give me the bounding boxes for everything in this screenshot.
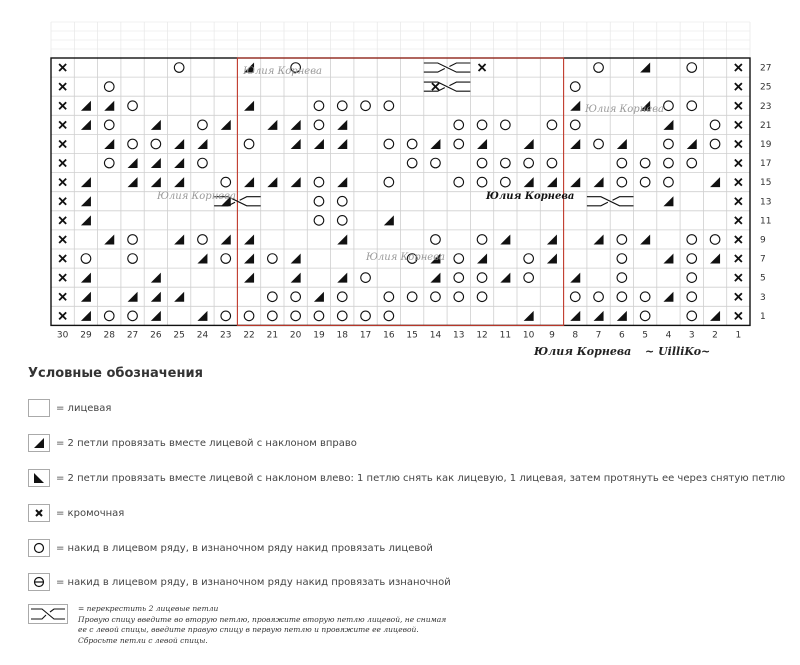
column-number: 6 — [618, 330, 625, 341]
k2tog-symbol-icon — [663, 120, 673, 130]
column-number: 24 — [196, 330, 209, 341]
k2tog-symbol-icon — [384, 215, 394, 225]
row-number: 15 — [760, 178, 772, 189]
yarn-over-icon — [477, 177, 487, 187]
yarn-over-icon — [384, 292, 394, 302]
k2tog-symbol-icon — [477, 254, 487, 264]
k2tog-symbol-icon — [500, 273, 510, 283]
k2tog-symbol-icon — [570, 177, 580, 187]
yarn-over-icon — [314, 311, 324, 321]
yarn-over-icon — [454, 254, 464, 264]
yarn-over-icon — [128, 139, 138, 149]
legend-title: Условные обозначения — [28, 366, 203, 381]
edge-stitch-icon — [59, 140, 66, 147]
yarn-over-icon — [687, 273, 697, 283]
k2tog-symbol-icon — [291, 177, 301, 187]
row-number: 5 — [760, 273, 766, 284]
k2tog-symbol-icon — [314, 292, 324, 302]
edge-stitch-icon — [59, 217, 66, 224]
cross-stitch-description — [78, 604, 446, 646]
yarn-over-icon — [547, 158, 557, 168]
k2tog-symbol-icon — [547, 234, 557, 244]
k2tog-symbol-icon — [174, 177, 184, 187]
yarn-over-icon — [594, 292, 604, 302]
yarn-over-icon — [337, 101, 347, 111]
yarn-over-icon — [221, 254, 231, 264]
yarn-over-icon — [244, 311, 254, 321]
k2tog-symbol-icon — [174, 234, 184, 244]
k2tog-symbol-icon — [710, 254, 720, 264]
edge-stitch-icon — [59, 160, 66, 167]
yarn-over-icon — [687, 235, 697, 245]
yarn-over-icon — [407, 158, 417, 168]
k2tog-symbol-icon — [430, 139, 440, 149]
edge-stitch-icon — [59, 236, 66, 243]
yarn-over-icon — [128, 254, 138, 264]
column-number: 20 — [289, 330, 302, 341]
knit-symbol-icon — [28, 399, 50, 417]
column-number: 2 — [712, 330, 718, 341]
cell-grid — [51, 58, 750, 325]
yarn-over-icon — [710, 120, 720, 130]
k2tog-symbol-icon — [663, 196, 673, 206]
edge-stitch-icon — [59, 312, 66, 319]
edge-stitch-icon — [59, 274, 66, 281]
k2tog-symbol-icon — [81, 215, 91, 225]
column-number: 9 — [549, 330, 555, 341]
yarn-over-purl-icon — [28, 573, 50, 591]
row-number: 19 — [760, 139, 772, 150]
k2tog-symbol-icon — [81, 101, 91, 111]
k2tog-symbol-icon — [244, 101, 254, 111]
author-nick: ~ UilliKo~ — [645, 345, 711, 358]
column-number: 12 — [476, 330, 488, 341]
k2tog-symbol-icon — [174, 139, 184, 149]
yarn-over-icon — [477, 292, 487, 302]
edge-stitch-icon — [735, 64, 742, 71]
k2tog-symbol-icon — [81, 196, 91, 206]
cross-line-2: Провую спицу введите во вторую петлю, провяжите вторую петлю лицевой, не снимая — [78, 614, 447, 624]
yarn-over-icon — [268, 292, 278, 302]
row-number: 23 — [760, 101, 772, 112]
k2tog-symbol-icon — [104, 139, 114, 149]
yarn-over-icon — [198, 235, 208, 245]
k2tog-symbol-icon — [477, 139, 487, 149]
yarn-over-icon — [547, 120, 557, 130]
edge-stitch-icon — [59, 64, 66, 71]
yarn-over-icon — [617, 273, 627, 283]
k2tog-symbol-icon — [221, 120, 231, 130]
k2tog-symbol-icon — [594, 234, 604, 244]
row-number: 3 — [760, 292, 766, 303]
column-number: 13 — [453, 330, 465, 341]
k2tog-symbol-icon — [337, 177, 347, 187]
yarn-over-icon — [524, 254, 534, 264]
edge-stitch-icon — [735, 293, 742, 300]
legend-item-k2tog — [28, 434, 357, 452]
cross-line-4: Сбросьте петли с левой спицы. — [78, 635, 208, 645]
yarn-over-icon — [454, 139, 464, 149]
edge-stitch-icon — [59, 255, 66, 262]
yarn-over-icon — [314, 216, 324, 226]
column-number: 4 — [665, 330, 672, 341]
column-numbers — [57, 330, 741, 340]
yarn-over-icon — [664, 101, 674, 111]
yarn-over-icon — [617, 235, 627, 245]
k2tog-symbol-icon — [291, 120, 301, 130]
k2tog-symbol-icon — [81, 311, 91, 321]
k2tog-symbol-icon — [244, 254, 254, 264]
yarn-over-icon — [104, 158, 114, 168]
column-number: 11 — [499, 330, 512, 341]
k2tog-symbol-icon — [291, 273, 301, 283]
column-number: 22 — [243, 330, 255, 341]
yarn-over-icon — [337, 292, 347, 302]
yarn-over-icon — [174, 63, 184, 73]
row-numbers — [760, 64, 772, 322]
row-number: 13 — [760, 197, 772, 208]
edge-stitch-icon — [735, 102, 742, 109]
column-number: 18 — [336, 330, 348, 341]
yarn-over-icon — [687, 63, 697, 73]
k2tog-symbol-icon — [524, 177, 534, 187]
k2tog-symbol-icon — [151, 273, 161, 283]
k2tog-symbol-icon — [337, 273, 347, 283]
yarn-over-icon — [384, 311, 394, 321]
legend-text-knit: = лицевая — [56, 402, 112, 414]
yarn-over-icon — [617, 254, 627, 264]
ssk-symbol-icon — [28, 469, 50, 487]
row-number: 27 — [760, 63, 772, 74]
watermark-text: Юлия Корнева — [585, 104, 664, 115]
edge-stitch-icon — [59, 102, 66, 109]
yarn-over-icon — [617, 292, 627, 302]
k2tog-symbol-icon — [81, 292, 91, 302]
k2tog-symbol-icon — [267, 177, 277, 187]
legend-item-ssk — [28, 469, 785, 487]
k2tog-symbol-icon — [81, 177, 91, 187]
yarn-over-icon — [128, 101, 138, 111]
row-number: 7 — [760, 254, 766, 265]
k2tog-symbol-icon — [663, 254, 673, 264]
legend-text-yo-purl: = накид в лицевом ряду, в изнаночном ряду накид провязать изнаночной — [56, 576, 451, 588]
edge-stitch-icon — [735, 255, 742, 262]
column-number: 30 — [56, 330, 69, 341]
edge-stitch-icon — [735, 217, 742, 224]
yarn-over-icon — [337, 311, 347, 321]
column-number: 19 — [313, 330, 325, 341]
yarn-over-icon — [477, 158, 487, 168]
edge-stitch-icon — [735, 312, 742, 319]
yarn-over-icon — [221, 311, 231, 321]
edge-stitch-icon — [28, 504, 50, 522]
yarn-over-icon — [407, 139, 417, 149]
column-number: 15 — [406, 330, 418, 341]
column-number: 27 — [126, 330, 139, 341]
yarn-over-icon — [361, 101, 371, 111]
yarn-over-icon — [594, 139, 604, 149]
legend-item-cross — [28, 604, 446, 646]
cross-line-1: = перекрестить 2 лицевые петли — [78, 604, 219, 613]
k2tog-symbol-icon — [663, 292, 673, 302]
edge-stitch-icon — [735, 274, 742, 281]
yarn-over-icon — [524, 273, 534, 283]
k2tog-symbol-icon — [524, 139, 534, 149]
yarn-over-icon — [710, 139, 720, 149]
edge-stitch-icon — [59, 293, 66, 300]
k2tog-symbol-icon — [128, 158, 138, 168]
yarn-over-icon — [640, 177, 650, 187]
edge-stitch-icon — [479, 64, 486, 71]
yarn-over-icon — [501, 120, 511, 130]
edge-stitch-icon — [735, 121, 742, 128]
yarn-over-icon — [664, 177, 674, 187]
column-number: 23 — [220, 330, 232, 341]
k2tog-symbol-icon — [640, 63, 650, 73]
k2tog-symbol-icon — [291, 254, 301, 264]
yarn-over-icon — [570, 120, 580, 130]
yarn-over-icon — [104, 120, 114, 130]
k2tog-symbol-icon — [151, 120, 161, 130]
legend-text-yo: = накид в лицевом ряду, в изнаночном ряду накид провязать лицевой — [56, 542, 433, 554]
yarn-over-icon — [501, 158, 511, 168]
edge-stitch-icon — [59, 83, 66, 90]
k2tog-symbol-icon — [267, 120, 277, 130]
yarn-over-icon — [384, 101, 394, 111]
author-signature — [534, 345, 720, 358]
k2tog-symbol-icon — [128, 292, 138, 302]
yarn-over-icon — [384, 139, 394, 149]
column-number: 16 — [383, 330, 395, 341]
legend-item-yo — [28, 539, 433, 557]
k2tog-symbol-icon — [291, 139, 301, 149]
edge-stitch-icon — [735, 160, 742, 167]
yarn-over-icon — [198, 158, 208, 168]
row-number: 25 — [760, 82, 772, 93]
k2tog-symbol-icon — [197, 139, 207, 149]
row-number: 21 — [760, 120, 772, 131]
k2tog-symbol-icon — [570, 139, 580, 149]
yarn-over-icon — [314, 177, 324, 187]
yarn-over-icon — [291, 311, 301, 321]
yarn-over-icon — [454, 177, 464, 187]
yarn-over-icon — [361, 311, 371, 321]
k2tog-symbol-icon — [594, 177, 604, 187]
k2tog-symbol-icon — [197, 254, 207, 264]
yarn-over-icon — [454, 120, 464, 130]
yarn-over-icon — [407, 292, 417, 302]
yarn-over-icon — [501, 177, 511, 187]
yarn-over-icon — [337, 216, 347, 226]
k2tog-symbol-icon — [151, 292, 161, 302]
row-number: 11 — [760, 216, 772, 227]
k2tog-symbol-icon — [570, 273, 580, 283]
yarn-over-icon — [314, 101, 324, 111]
yarn-over-icon — [570, 292, 580, 302]
legend-text-edge: = кромочная — [56, 507, 125, 519]
yarn-over-icon — [687, 311, 697, 321]
k2tog-symbol-icon — [500, 234, 510, 244]
edge-stitch-icon — [735, 83, 742, 90]
yarn-over-icon — [384, 177, 394, 187]
yarn-over-icon — [81, 254, 91, 264]
yarn-over-icon — [361, 273, 371, 283]
yarn-over-icon — [640, 311, 650, 321]
yarn-over-icon — [687, 158, 697, 168]
yarn-over-icon — [104, 311, 114, 321]
k2tog-symbol-icon — [221, 234, 231, 244]
column-number: 3 — [688, 330, 695, 341]
k2tog-symbol-icon — [174, 158, 184, 168]
k2tog-symbol-icon — [337, 139, 347, 149]
watermark-text: Юлия Корнева — [366, 252, 445, 263]
yarn-over-icon — [454, 273, 464, 283]
k2tog-symbol-icon — [640, 234, 650, 244]
k2tog-symbol-icon — [28, 434, 50, 452]
author-name: Юлия Корнева — [534, 345, 632, 358]
k2tog-symbol-icon — [151, 177, 161, 187]
yarn-over-icon — [337, 196, 347, 206]
k2tog-symbol-icon — [151, 311, 161, 321]
legend-item-edge — [28, 504, 124, 522]
yarn-over-icon — [687, 254, 697, 264]
k2tog-symbol-icon — [617, 139, 627, 149]
yarn-over-icon — [431, 235, 441, 245]
background-grid — [51, 22, 750, 58]
k2tog-symbol-icon — [710, 311, 720, 321]
yarn-over-icon — [28, 539, 50, 557]
k2tog-symbol-icon — [151, 158, 161, 168]
yarn-over-icon — [221, 177, 231, 187]
edge-stitch-icon — [59, 179, 66, 186]
k2tog-symbol-icon — [244, 234, 254, 244]
yarn-over-icon — [244, 139, 254, 149]
yarn-over-icon — [198, 120, 208, 130]
k2tog-symbol-icon — [547, 254, 557, 264]
k2tog-symbol-icon — [197, 311, 207, 321]
k2tog-symbol-icon — [81, 120, 91, 130]
yarn-over-icon — [524, 158, 534, 168]
k2tog-symbol-icon — [570, 101, 580, 111]
k2tog-symbol-icon — [244, 177, 254, 187]
yarn-over-icon — [617, 177, 627, 187]
edge-stitch-icon — [59, 121, 66, 128]
column-number: 25 — [173, 330, 185, 341]
watermark-text-bold: Юлия Корнева — [486, 191, 575, 202]
column-number: 10 — [522, 330, 535, 341]
yarn-over-icon — [664, 158, 674, 168]
yarn-over-icon — [314, 196, 324, 206]
yarn-over-icon — [268, 311, 278, 321]
edge-stitch-icon — [735, 198, 742, 205]
k2tog-symbol-icon — [617, 311, 627, 321]
yarn-over-icon — [687, 292, 697, 302]
k2tog-symbol-icon — [710, 177, 720, 187]
yarn-over-icon — [314, 120, 324, 130]
yarn-over-icon — [594, 63, 604, 73]
column-number: 21 — [266, 330, 279, 341]
k2tog-symbol-icon — [104, 101, 114, 111]
legend-item-yo-purl — [28, 573, 451, 591]
yarn-over-icon — [104, 82, 114, 92]
yarn-over-icon — [477, 235, 487, 245]
column-number: 14 — [429, 330, 442, 341]
yarn-over-icon — [151, 139, 161, 149]
yarn-over-icon — [664, 139, 674, 149]
yarn-over-icon — [617, 158, 627, 168]
edge-stitch-icon — [59, 198, 66, 205]
column-number: 5 — [642, 330, 649, 341]
yarn-over-icon — [640, 292, 650, 302]
watermark-text: Юлия Корнева — [157, 191, 236, 202]
yarn-over-icon — [640, 158, 650, 168]
k2tog-symbol-icon — [570, 311, 580, 321]
k2tog-symbol-icon — [81, 273, 91, 283]
k2tog-symbol-icon — [128, 177, 138, 187]
k2tog-symbol-icon — [104, 234, 114, 244]
legend-item-knit — [28, 399, 111, 417]
edge-stitch-icon — [735, 140, 742, 147]
yarn-over-icon — [128, 235, 138, 245]
yarn-over-icon — [687, 101, 697, 111]
column-number: 29 — [80, 330, 92, 341]
yarn-over-icon — [291, 292, 301, 302]
legend-text-k2tog: = 2 петли провязать вместе лицевой с наклоном вправо — [56, 437, 357, 449]
yarn-over-icon — [477, 120, 487, 130]
yarn-over-icon — [570, 82, 580, 92]
k2tog-symbol-icon — [547, 177, 557, 187]
yarn-over-icon — [431, 292, 441, 302]
yarn-over-icon — [431, 158, 441, 168]
k2tog-symbol-icon — [430, 273, 440, 283]
k2tog-symbol-icon — [174, 292, 184, 302]
column-number: 28 — [103, 330, 115, 341]
yarn-over-icon — [268, 254, 278, 264]
column-number: 7 — [595, 330, 602, 341]
cross-line-3: ее с левой спицы, введите правую спицу в первую петлю и провяжите ее лицевой. — [78, 625, 419, 634]
row-number: 17 — [760, 159, 772, 170]
k2tog-symbol-icon — [314, 139, 324, 149]
row-number: 9 — [760, 235, 766, 246]
yarn-over-icon — [477, 273, 487, 283]
column-number: 17 — [359, 330, 372, 341]
column-number: 26 — [150, 330, 162, 341]
edge-stitch-icon — [735, 179, 742, 186]
k2tog-symbol-icon — [524, 311, 534, 321]
column-number: 8 — [572, 330, 579, 341]
k2tog-symbol-icon — [594, 311, 604, 321]
watermark-text: Юлия Корнева — [243, 66, 322, 77]
yarn-over-icon — [454, 292, 464, 302]
yarn-over-icon — [710, 235, 720, 245]
k2tog-symbol-icon — [687, 139, 697, 149]
yarn-over-icon — [128, 311, 138, 321]
edge-stitch-icon — [432, 83, 439, 90]
k2tog-symbol-icon — [244, 273, 254, 283]
edge-stitch-icon — [735, 236, 742, 243]
cross-stitch-icon — [28, 604, 68, 624]
k2tog-symbol-icon — [337, 120, 347, 130]
k2tog-symbol-icon — [337, 234, 347, 244]
row-number: 1 — [760, 311, 766, 322]
legend-text-ssk: = 2 петли провязать вместе лицевой с наклоном влево: 1 петлю снять как лицевую, 1 лицевая, затем протянуть ее через снятую петлю — [56, 472, 786, 484]
column-number: 1 — [735, 330, 742, 341]
